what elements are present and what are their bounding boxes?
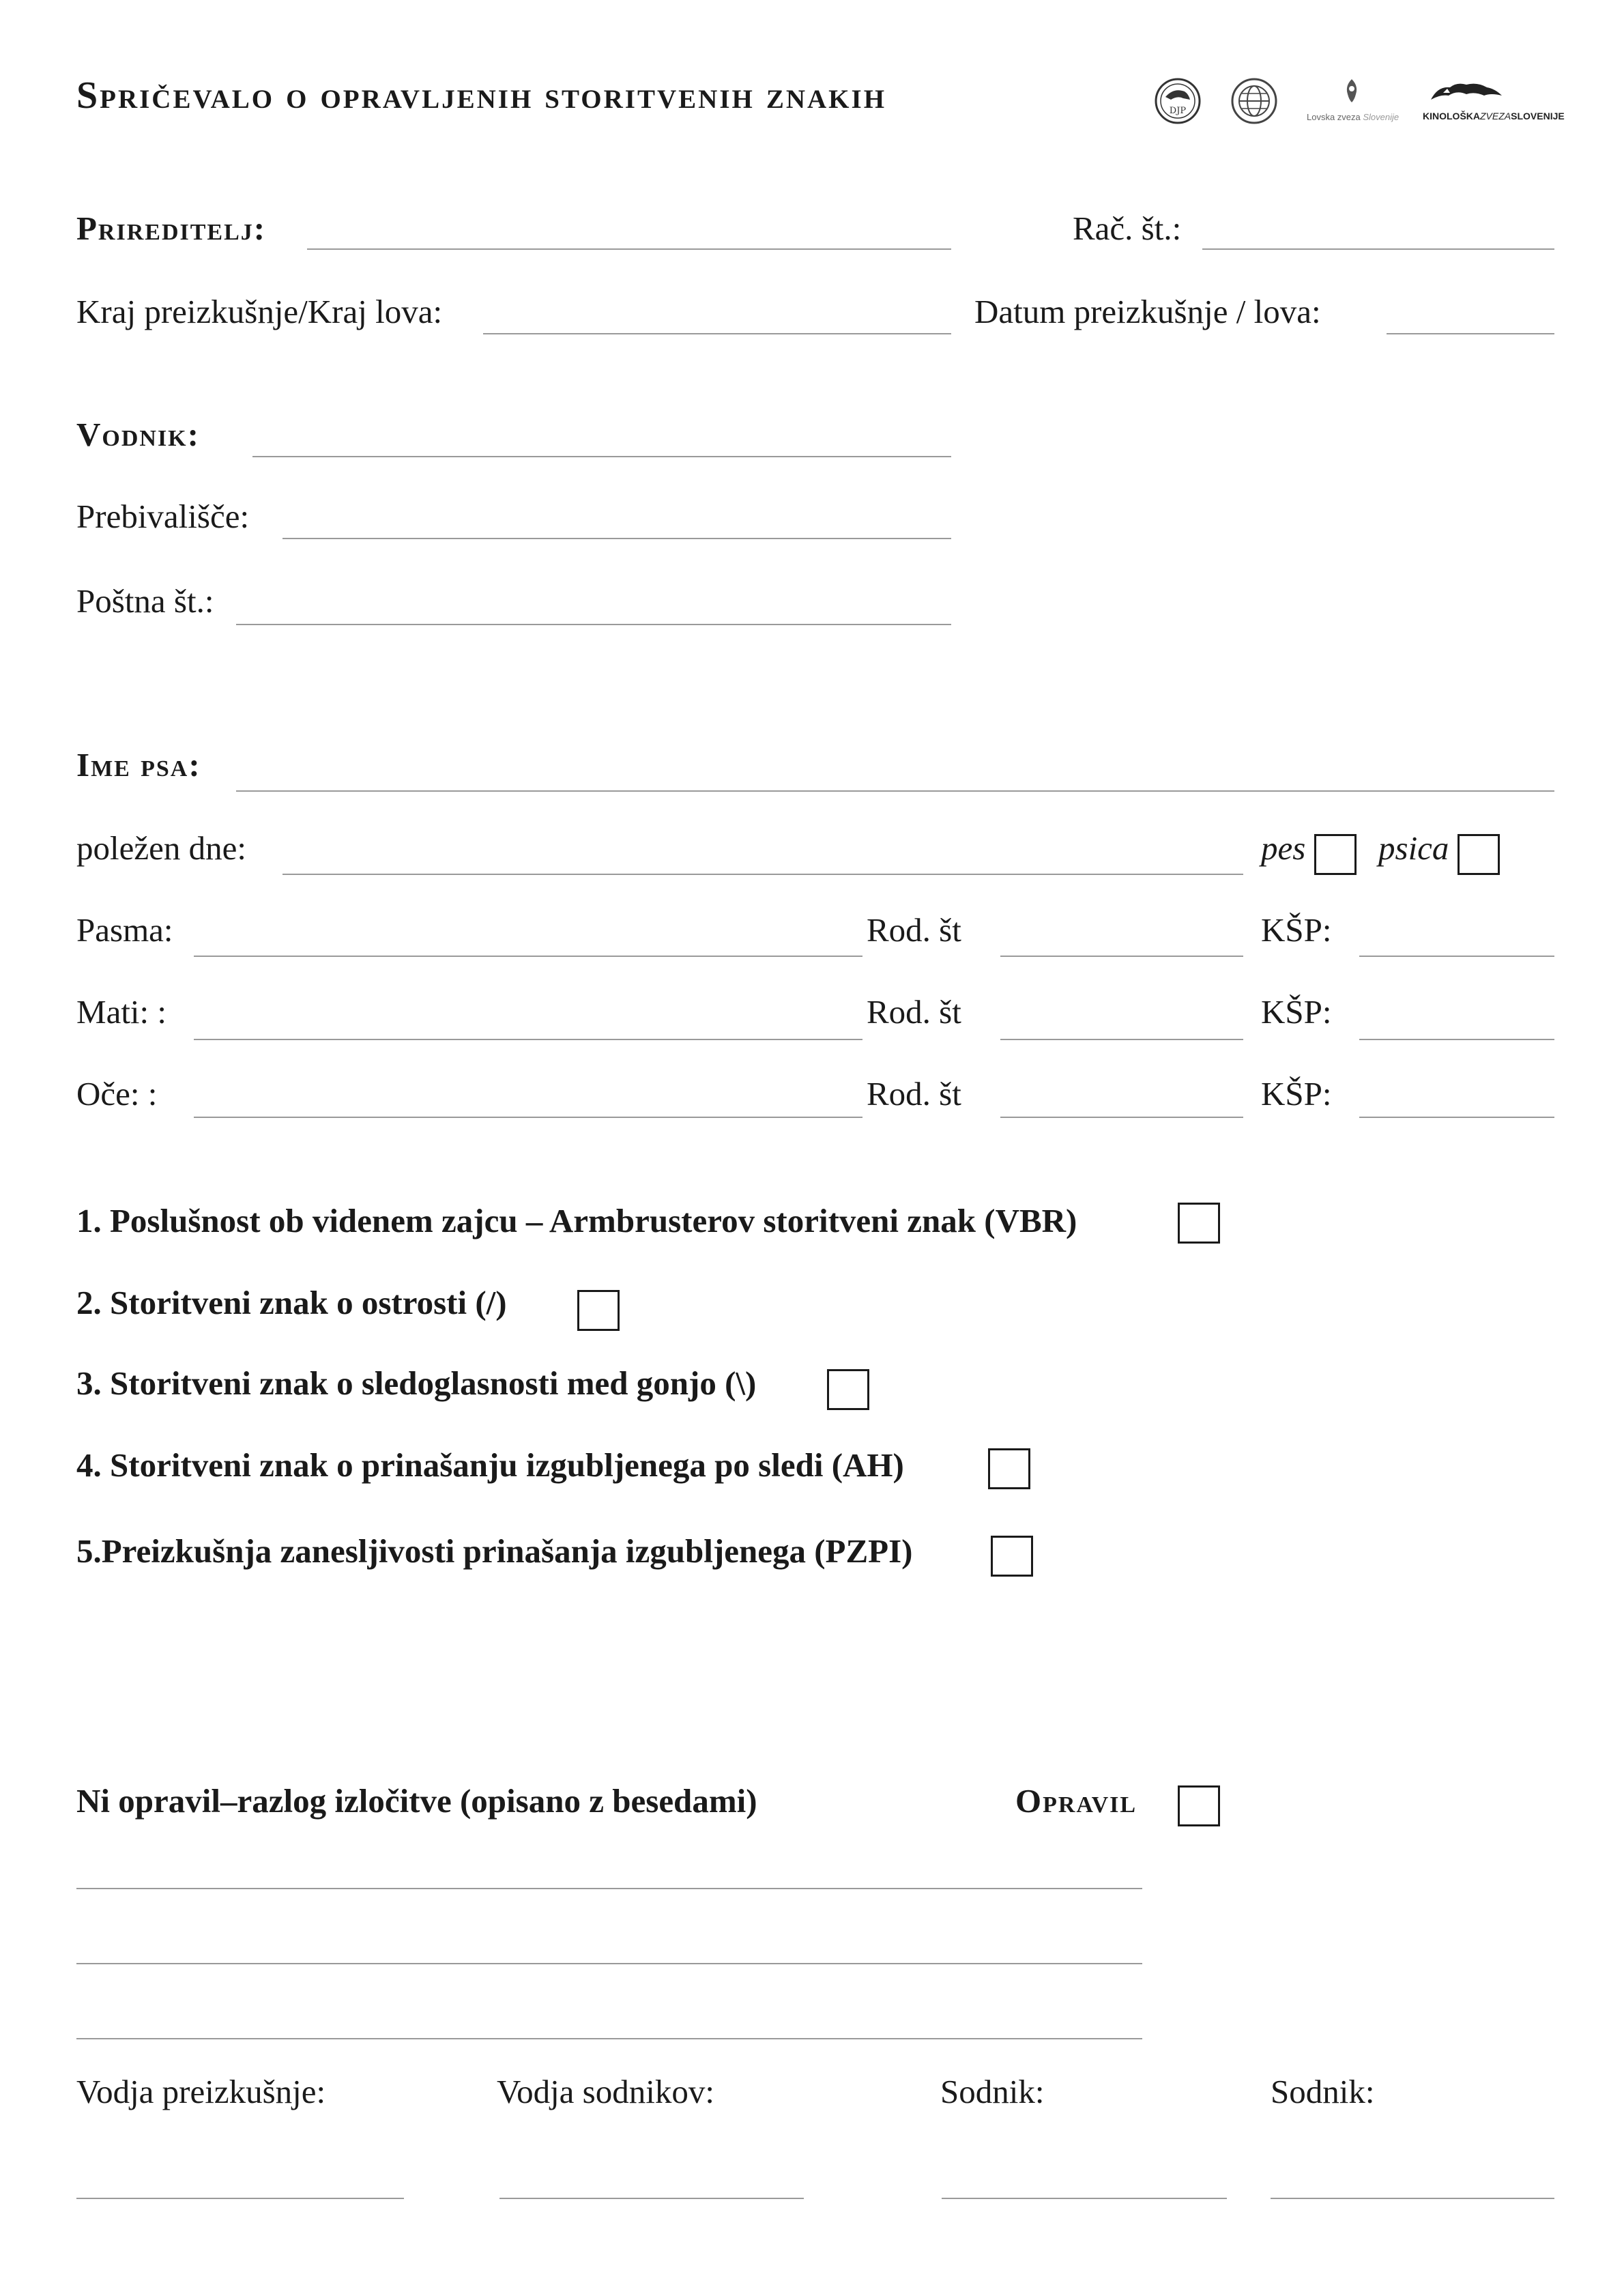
djp-logo-icon bbox=[1153, 76, 1202, 126]
lovska-logo-text-b: Slovenije bbox=[1363, 112, 1400, 122]
residence-input-line[interactable] bbox=[282, 538, 951, 539]
breed-ksp-label: KŠP: bbox=[1261, 911, 1332, 949]
date-input-line[interactable] bbox=[1387, 333, 1554, 334]
male-label: pes bbox=[1261, 829, 1306, 867]
judges-leader-label: Vodja sodnikov: bbox=[497, 2073, 714, 2110]
judge-1-signature-line[interactable] bbox=[942, 2198, 1227, 2199]
female-label: psica bbox=[1378, 829, 1449, 867]
dog-name-input-line[interactable] bbox=[236, 790, 1554, 792]
test-2-checkbox[interactable] bbox=[577, 1290, 620, 1331]
mother-reg-label: Rod. št bbox=[867, 993, 961, 1031]
born-date-input-line[interactable] bbox=[282, 874, 1243, 875]
handler-label: Vodnik: bbox=[76, 416, 200, 453]
date-label: Datum preizkušnje / lova: bbox=[974, 293, 1321, 330]
lovska-logo-text-a: Lovska zveza bbox=[1307, 112, 1363, 122]
organizer-input-line[interactable] bbox=[307, 248, 951, 250]
kinoloska-zveza-logo-icon bbox=[1430, 79, 1505, 106]
judge-1-label: Sodnik: bbox=[940, 2073, 1045, 2110]
failed-reason-line-2[interactable] bbox=[76, 1963, 1142, 1964]
passed-label: Opravil bbox=[1015, 1782, 1137, 1820]
father-reg-input-line[interactable] bbox=[1000, 1117, 1243, 1118]
postal-number-input-line[interactable] bbox=[236, 624, 951, 625]
handler-input-line[interactable] bbox=[252, 456, 951, 457]
failed-reason-line-3[interactable] bbox=[76, 2038, 1142, 2039]
breed-ksp-input-line[interactable] bbox=[1359, 956, 1554, 957]
test-1-label: 1. Poslušnost ob videnem zajcu – Armbrusterov storitveni znak (VBR) bbox=[76, 1202, 1077, 1239]
place-input-line[interactable] bbox=[483, 333, 951, 334]
judge-2-signature-line[interactable] bbox=[1271, 2198, 1554, 2199]
mother-ksp-label: KŠP: bbox=[1261, 993, 1332, 1031]
test-2-label: 2. Storitveni znak o ostrosti (/) bbox=[76, 1284, 507, 1321]
djp-logo-text: DJP bbox=[1169, 106, 1187, 116]
test-1-checkbox[interactable] bbox=[1178, 1203, 1220, 1244]
mother-input-line[interactable] bbox=[194, 1039, 862, 1040]
test-4-label: 4. Storitveni znak o prinašanju izgubljenega po sledi (AH) bbox=[76, 1446, 904, 1484]
breed-reg-input-line[interactable] bbox=[1000, 956, 1243, 957]
test-3-checkbox[interactable] bbox=[827, 1369, 869, 1410]
mother-ksp-input-line[interactable] bbox=[1359, 1039, 1554, 1040]
test-5-label: 5.Preizkušnja zanesljivosti prinašanja izgubljenega (PZPI) bbox=[76, 1532, 913, 1570]
kinoloska-logo-text-c: SLOVENIJE bbox=[1511, 111, 1565, 121]
test-5-checkbox[interactable] bbox=[991, 1536, 1033, 1577]
account-number-input-line[interactable] bbox=[1202, 248, 1554, 250]
breed-label: Pasma: bbox=[76, 911, 173, 949]
male-checkbox[interactable] bbox=[1314, 834, 1357, 875]
breed-input-line[interactable] bbox=[194, 956, 862, 957]
breed-reg-label: Rod. št bbox=[867, 911, 961, 949]
account-number-label: Rač. št.: bbox=[1073, 210, 1182, 247]
father-reg-label: Rod. št bbox=[867, 1075, 961, 1113]
test-leader-signature-line[interactable] bbox=[76, 2198, 404, 2199]
dog-name-label: Ime psa: bbox=[76, 746, 201, 784]
failed-reason-line-1[interactable] bbox=[76, 1888, 1142, 1889]
failed-reason-label: Ni opravil–razlog izločitve (opisano z besedami) bbox=[76, 1782, 757, 1820]
father-ksp-label: KŠP: bbox=[1261, 1075, 1332, 1113]
organizer-label: Prireditelj: bbox=[76, 210, 267, 247]
kinoloska-logo-text-a: KINOLOŠKA bbox=[1423, 111, 1480, 121]
residence-label: Prebivališče: bbox=[76, 498, 250, 535]
mother-reg-input-line[interactable] bbox=[1000, 1039, 1243, 1040]
postal-number-label: Poštna št.: bbox=[76, 582, 214, 620]
female-checkbox[interactable] bbox=[1458, 834, 1500, 875]
test-4-checkbox[interactable] bbox=[988, 1448, 1030, 1489]
judge-2-label: Sodnik: bbox=[1271, 2073, 1375, 2110]
page-title: Spričevalo o opravljenih storitvenih znakih bbox=[76, 74, 887, 117]
father-label: Oče: : bbox=[76, 1075, 158, 1113]
logos bbox=[1153, 76, 1563, 131]
father-ksp-input-line[interactable] bbox=[1359, 1117, 1554, 1118]
lovska-zveza-logo-icon bbox=[1342, 78, 1361, 105]
born-date-label: poležen dne: bbox=[76, 829, 246, 867]
globe-logo-icon bbox=[1230, 76, 1279, 126]
test-3-label: 3. Storitveni znak o sledoglasnosti med gonjo (\) bbox=[76, 1364, 757, 1402]
place-label: Kraj preizkušnje/Kraj lova: bbox=[76, 293, 443, 330]
mother-label: Mati: : bbox=[76, 993, 167, 1031]
father-input-line[interactable] bbox=[194, 1117, 862, 1118]
passed-checkbox[interactable] bbox=[1178, 1785, 1220, 1826]
kinoloska-zveza-logo bbox=[1423, 76, 1565, 131]
judges-leader-signature-line[interactable] bbox=[499, 2198, 804, 2199]
kinoloska-logo-text-b: ZVEZA bbox=[1480, 111, 1511, 121]
test-leader-label: Vodja preizkušnje: bbox=[76, 2073, 326, 2110]
lovska-zveza-logo bbox=[1307, 76, 1402, 131]
